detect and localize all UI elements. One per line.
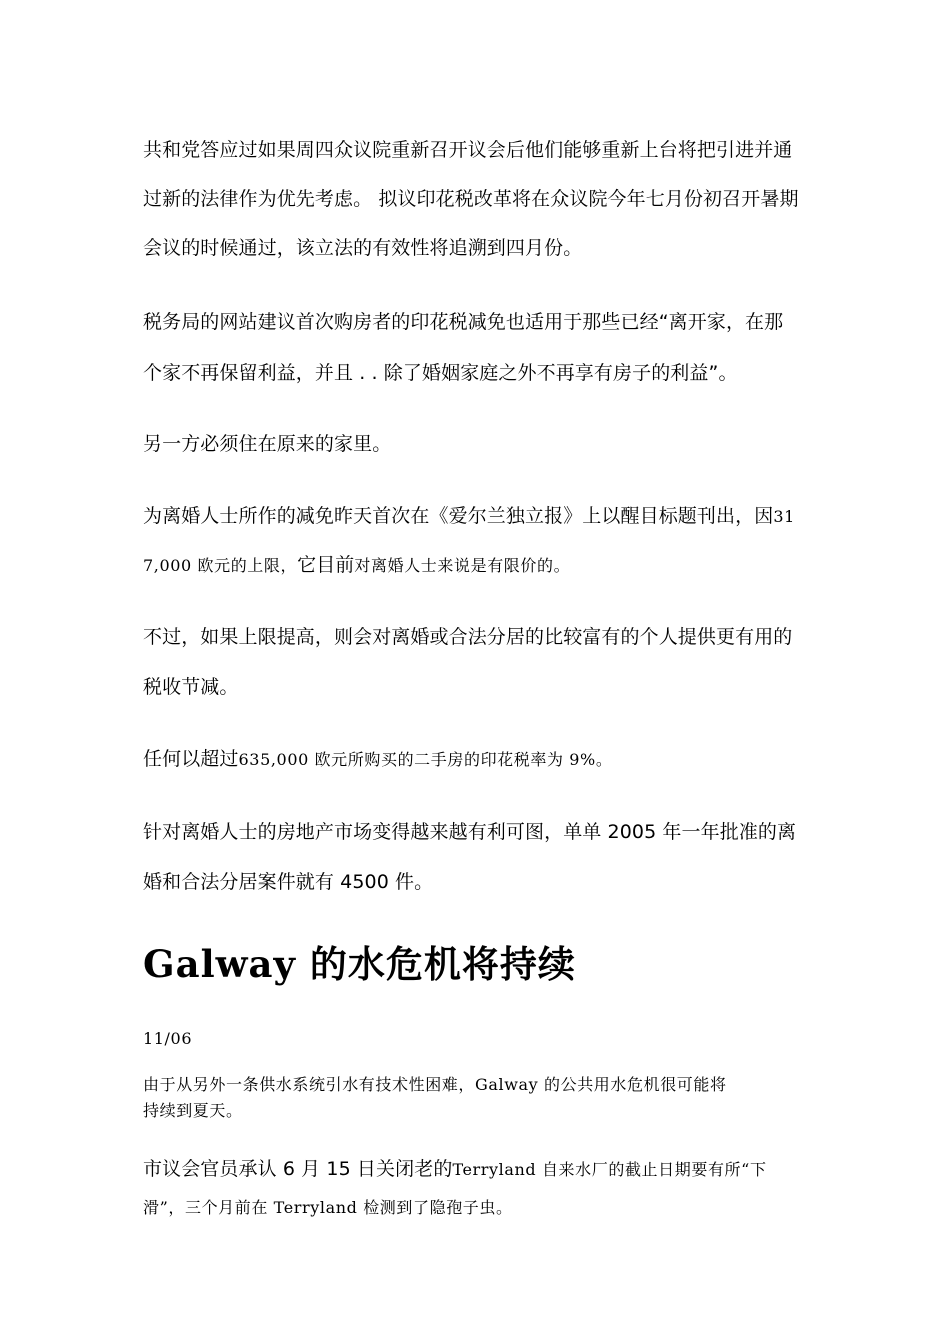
paragraph-line: [143, 747, 612, 772]
paragraph-line: 个家不再保留利益，并且 . . 除了婚姻家庭之外不再享有房子的利益”。: [143, 362, 738, 384]
paragraph-line: 持续到夏天。: [143, 1101, 243, 1120]
paragraph-line: 共和党答应过如果周四众议院重新召开议会后他们能够重新上台将把引进并通: [143, 139, 793, 161]
paragraph-line: 不过，如果上限提高，则会对离婚或合法分居的比较富有的个人提供更有用的: [143, 626, 793, 648]
text-run: 市议会官员承认 6 月 15 日关闭老的: [143, 1158, 453, 1180]
text-run: 它目前: [297, 554, 355, 576]
text-run: 7,000 欧元的上限，: [143, 556, 298, 575]
paragraph-line: 针对离婚人士的房地产市场变得越来越有利可图，单单 2005 年一年批准的离: [143, 821, 797, 843]
paragraph-line: 滑”，三个月前在 Terryland 检测到了隐孢子虫。: [143, 1198, 513, 1217]
paragraph-line: 税收节减。: [143, 676, 239, 698]
date-label: 11/06: [143, 1029, 193, 1048]
paragraph-line: [143, 1157, 767, 1182]
paragraph-line: [143, 553, 570, 578]
text-run: 635,000 欧元所购买的二手房的印花税率为 9%。: [238, 750, 613, 769]
section-heading: Galway 的水危机将持续: [143, 942, 576, 986]
paragraph-line: 会议的时候通过，该立法的有效性将追溯到四月份。: [143, 237, 583, 259]
paragraph-line: 另一方必须住在原来的家里。: [143, 433, 392, 455]
paragraph-line: 婚和合法分居案件就有 4500 件。: [143, 871, 434, 893]
paragraph-line: [143, 504, 795, 529]
text-run: Terryland 自来水厂的截止日期要有所“下: [452, 1160, 767, 1179]
text-run: 31: [773, 507, 795, 526]
paragraph-line: 过新的法律作为优先考虑。 拟议印花税改革将在众议院今年七月份初召开暑期: [143, 188, 799, 210]
text-run: 为离婚人士所作的减免昨天首次在《爱尔兰独立报》上以醒目标题刊出，因: [143, 505, 774, 527]
paragraph-line: 税务局的网站建议首次购房者的印花税减免也适用于那些已经“离开家，在那: [143, 311, 784, 333]
text-run: 对离婚人士来说是有限价的。: [354, 556, 571, 575]
paragraph-line: 由于从另外一条供水系统引水有技术性困难，Galway 的公共用水危机很可能将: [143, 1075, 727, 1094]
text-run: 任何以超过: [143, 748, 239, 770]
